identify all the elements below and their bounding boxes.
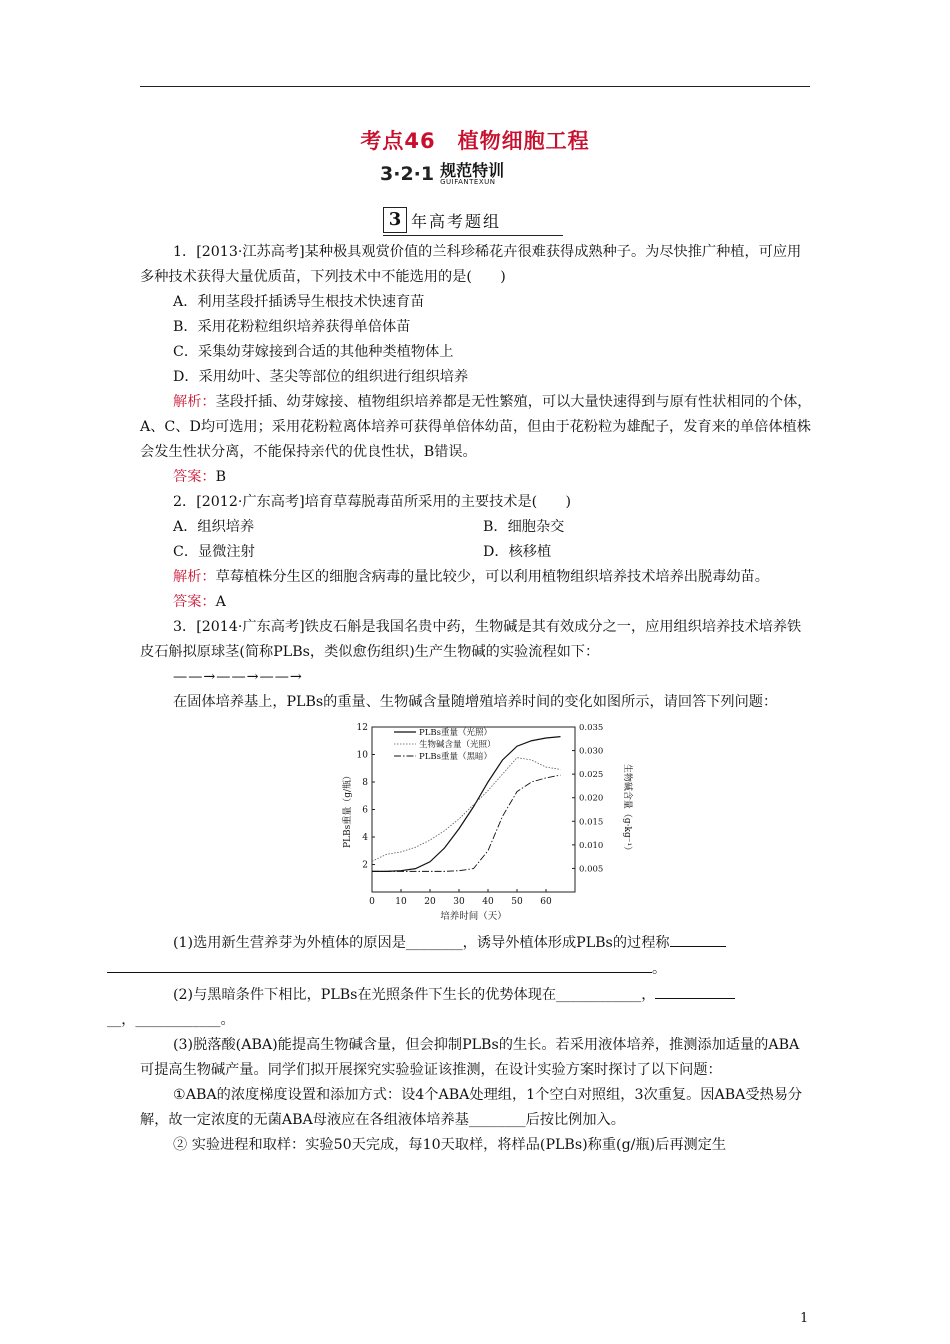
q3-sub1 (140, 930, 812, 982)
y-left-axis-label: PLBs重量（g/瓶） (343, 770, 353, 849)
q2-options-row2 (140, 540, 812, 565)
q3-sub2-cont: __，____________。 (107, 1012, 235, 1028)
q3-item1: ①ABA的浓度梯度设置和添加方式：设4个ABA处理组，1个空白对照组，3次重复。因ABA受热易分解，故一定浓度的无菌ABA母液应在各组液体培养基________后按比例加入。 (140, 1087, 803, 1128)
page-title: 考点46 植物细胞工程 (360, 129, 590, 153)
y-left-tick-label: 2 (362, 860, 368, 871)
q2-option-a: A．组织培养 (173, 519, 255, 535)
y-right-tick-label: 0.010 (579, 840, 604, 851)
y-right-tick-label: 0.025 (579, 770, 604, 781)
q3-stem: 3．[2014·广东高考]铁皮石斛是我国名贵中药，生物碱是其有效成分之一，应用组织培养技术培养铁皮石斛拟原球茎(简称PLBs，类似愈伤组织)生产生物碱的实验流程如下： (140, 619, 802, 660)
section-label: 年高考题组 (411, 211, 502, 231)
brand-banner (380, 158, 504, 190)
brand-pinyin: GUIFANTEXUN (440, 177, 496, 186)
q1-analysis-text: 茎段扦插、幼芽嫁接、植物组织培养都是无性繁殖，可以大量快速得到与原有性状相同的个体，A、C、D均可选用；采用花粉粒离体培养可获得单倍体幼苗，但由于花粉粒为雄配子，发育来的单倍体植株会发生性状分离，不能保持亲代的优良性状，B错误。 (140, 394, 812, 460)
y-left-tick-label: 10 (356, 750, 368, 761)
q3-sub3: (3)脱落酸(ABA)能提高生物碱含量，但会抑制PLBs的生长。若采用液体培养，推测添加适量的ABA可提高生物碱产量。同学们拟开展探究实验验证该推测，在设计实验方案时探讨了以下问题： (140, 1037, 800, 1078)
y-right-tick-label: 0.035 (579, 723, 604, 733)
y-right-tick-label: 0.030 (579, 746, 604, 757)
q2-answer-value: A (215, 594, 226, 610)
top-rule (140, 86, 810, 87)
legend-label-3: PLBs重量（黑暗） (419, 752, 492, 762)
q1-answer-value: B (215, 469, 227, 485)
y-right-axis-label: 生物碱含量（g·kg⁻¹） (622, 763, 632, 856)
q1-option-a: A．利用茎段扦插诱导生根技术快速育苗 (173, 294, 425, 310)
x-tick-label: 50 (511, 897, 523, 907)
q3-sub1-text: (1)选用新生营养芽为外植体的原因是________，诱导外植体形成PLBs的过程称 (173, 935, 670, 951)
q2-analysis (140, 565, 812, 590)
y-left-tick-label: 12 (356, 723, 368, 733)
y-left-tick-label: 8 (362, 778, 368, 788)
q2-analysis-text: 草莓植株分生区的细胞含病毒的量比较少，可以利用植物组织培养技术培养出脱毒幼苗。 (215, 569, 769, 585)
chart-container (330, 719, 640, 924)
plb-chart (330, 719, 640, 924)
q2-answer-label: 答案： (173, 594, 216, 610)
q3-sub1-blank-1[interactable] (670, 930, 726, 947)
brand-logo: 3·2·1 (380, 163, 435, 185)
section-heading (383, 207, 563, 233)
y-left-tick-label: 6 (362, 805, 368, 816)
y-right-tick-label: 0.020 (579, 793, 604, 804)
q1-option-c: C．采集幼芽嫁接到合适的其他种类植物体上 (173, 344, 454, 360)
section-number: 3 (383, 207, 407, 233)
q2-analysis-label: 解析： (173, 569, 216, 585)
x-tick-label: 20 (424, 897, 436, 907)
y-right-tick-label: 0.015 (579, 817, 604, 828)
y-left-tick-label: 4 (362, 833, 368, 843)
q3-item2: ② 实验进程和取样：实验50天完成，每10天取样，将样品(PLBs)称重(g/瓶)后再测定生 (173, 1137, 727, 1153)
legend-label-2: 生物碱含量（光照） (419, 740, 496, 750)
q2-answer (140, 590, 812, 615)
q3-intro: 在固体培养基上，PLBs的重量、生物碱含量随增殖培养时间的变化如图所示，请回答下列问题： (173, 694, 778, 710)
q2-option-d: D．核移植 (483, 544, 552, 560)
y-right-tick-label: 0.005 (579, 864, 604, 875)
q1-answer-label: 答案： (173, 469, 216, 485)
brand-sub (440, 160, 505, 186)
q1-analysis (140, 390, 812, 465)
q3-sub1-end: 。 (652, 961, 667, 977)
q3-flow: ——→——→——→ (173, 669, 303, 685)
page-number: 1 (800, 1311, 809, 1326)
x-tick-label: 60 (540, 897, 552, 907)
q3-sub2-blank[interactable] (655, 982, 735, 999)
series-line-3 (372, 775, 561, 871)
x-tick-label: 40 (482, 897, 494, 907)
x-tick-label: 30 (453, 897, 465, 907)
x-tick-label: 0 (369, 897, 375, 907)
q1-option-b: B．采用花粉粒组织培养获得单倍体苗 (173, 319, 411, 335)
q3-sub1-blank-2[interactable] (107, 956, 652, 973)
series-line-2 (372, 758, 561, 862)
q2-option-c: C．显微注射 (173, 544, 255, 560)
q1-analysis-label: 解析： (173, 394, 216, 410)
q1-stem: 1．[2013·江苏高考]某种极具观赏价值的兰科珍稀花卉很难获得成熟种子。为尽快推广种植，可应用多种技术获得大量优质苗，下列技术中不能选用的是( ) (140, 244, 802, 285)
x-axis-label: 培养时间（天） (440, 911, 507, 922)
q2-options-row1 (140, 515, 812, 540)
q3-sub2 (107, 982, 812, 1033)
q1-option-d: D．采用幼叶、茎尖等部位的组织进行组织培养 (173, 369, 469, 385)
legend-label-1: PLBs重量（光照） (419, 728, 492, 738)
brand-cn: 规范特训 (440, 160, 505, 180)
q3-sub2-text: (2)与黑暗条件下相比，PLBs在光照条件下生长的优势体现在____________， (173, 987, 656, 1003)
q1-answer (140, 465, 812, 490)
x-tick-label: 10 (395, 897, 407, 907)
q2-stem: 2．[2012·广东高考]培育草莓脱毒苗所采用的主要技术是( ) (173, 494, 572, 510)
document-body (107, 240, 812, 1158)
q2-option-b: B．细胞杂交 (483, 519, 565, 535)
